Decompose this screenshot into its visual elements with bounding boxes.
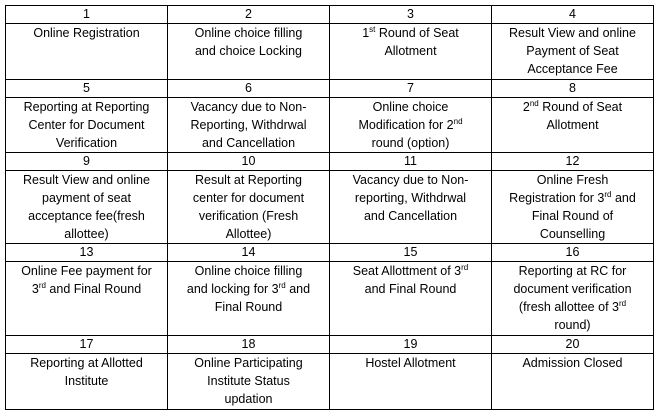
step-description-line	[171, 225, 326, 243]
step-text: Round of Seat	[538, 100, 623, 114]
step-number-row	[6, 6, 654, 24]
step-text: and choice Locking	[194, 44, 303, 58]
step-text: Online Registration	[33, 26, 140, 40]
step-number-row	[6, 153, 654, 171]
step-description-line	[9, 372, 164, 390]
step-text: Allotment	[384, 44, 437, 58]
step-text: Round of Seat	[375, 26, 459, 40]
step-description-line	[171, 390, 326, 408]
step-number-cell: 11	[330, 153, 492, 171]
ordinal-suffix: rd	[618, 299, 627, 308]
step-number-row	[6, 336, 654, 354]
step-description-line	[9, 98, 164, 116]
step-number-cell: 7	[330, 80, 492, 98]
step-description-line	[333, 354, 488, 372]
step-description-cell	[6, 171, 168, 244]
step-description-cell	[492, 24, 654, 80]
step-text: Reporting at Reporting	[23, 100, 150, 114]
step-description-cell	[492, 262, 654, 336]
step-description-line	[171, 171, 326, 189]
step-description-line	[333, 262, 488, 280]
step-description-cell	[330, 24, 492, 80]
step-text: Allottee)	[225, 227, 272, 241]
step-description-cell	[330, 354, 492, 410]
step-number-cell: 16	[492, 244, 654, 262]
step-description-line	[333, 98, 488, 116]
step-number-cell: 6	[168, 80, 330, 98]
schedule-table	[5, 5, 654, 410]
step-text: Result View and online	[509, 26, 636, 40]
step-text: 2	[522, 100, 530, 114]
step-description-line	[495, 60, 650, 78]
step-text: Reporting, Withdrwal	[190, 118, 307, 132]
schedule-table-body	[6, 6, 654, 410]
step-text: Online choice filling	[194, 26, 303, 40]
step-description-row	[6, 262, 654, 336]
step-text: Vacancy due to Non-	[352, 173, 469, 187]
step-text: Hostel Allotment	[365, 356, 456, 370]
step-number-cell: 19	[330, 336, 492, 354]
step-text: Verification	[55, 136, 118, 150]
step-text: and Cancellation	[363, 209, 458, 223]
ordinal-suffix: nd	[529, 99, 539, 108]
step-text: Online choice filling	[194, 264, 303, 278]
step-description-cell	[330, 171, 492, 244]
step-text: updation	[224, 392, 273, 406]
step-description-cell	[168, 354, 330, 410]
step-description-line	[9, 189, 164, 207]
step-description-line	[333, 134, 488, 152]
step-text: Center for Document	[28, 118, 145, 132]
step-text: center for document	[192, 191, 305, 205]
step-description-cell	[330, 262, 492, 336]
step-text: 1	[362, 26, 370, 40]
step-text: verification (Fresh	[198, 209, 299, 223]
step-text: and	[285, 282, 311, 296]
step-description-line	[171, 207, 326, 225]
step-description-line	[495, 171, 650, 189]
step-description-line	[171, 134, 326, 152]
schedule-table-wrapper	[5, 5, 653, 410]
step-text: document verification	[513, 282, 632, 296]
step-text: Acceptance Fee	[527, 62, 618, 76]
step-number-cell: 9	[6, 153, 168, 171]
step-text: Result View and online	[23, 173, 150, 187]
step-text: allottee)	[64, 227, 109, 241]
step-number-cell: 5	[6, 80, 168, 98]
step-description-line	[495, 316, 650, 334]
step-description-line	[333, 42, 488, 60]
ordinal-suffix: rd	[278, 281, 286, 290]
step-number-row	[6, 80, 654, 98]
ordinal-suffix: rd	[604, 190, 612, 199]
step-description-line	[9, 116, 164, 134]
step-description-line	[171, 98, 326, 116]
step-text: and locking for 3	[186, 282, 279, 296]
step-text: Reporting at Allotted	[30, 356, 143, 370]
step-description-row	[6, 171, 654, 244]
step-text: and Final Round	[364, 282, 457, 296]
step-description-line	[495, 24, 650, 42]
step-text: and Cancellation	[201, 136, 296, 150]
step-description-line	[495, 207, 650, 225]
step-description-cell	[168, 98, 330, 153]
step-text: acceptance fee(fresh	[28, 209, 145, 223]
step-text: payment of seat	[42, 191, 131, 205]
step-description-line	[171, 354, 326, 372]
step-text: Vacancy due to Non-	[190, 100, 307, 114]
ordinal-suffix: rd	[38, 281, 46, 290]
step-description-cell	[6, 262, 168, 336]
step-description-cell	[168, 171, 330, 244]
step-description-line	[9, 262, 164, 280]
step-description-line	[171, 372, 326, 390]
step-description-line	[495, 262, 650, 280]
step-description-cell	[168, 24, 330, 80]
step-description-line	[495, 225, 650, 243]
step-number-cell: 1	[6, 6, 168, 24]
step-description-row	[6, 354, 654, 410]
step-description-line	[495, 354, 650, 372]
step-text: Payment of Seat	[526, 44, 619, 58]
step-description-line	[171, 298, 326, 316]
step-description-line	[495, 298, 650, 316]
step-description-line	[9, 134, 164, 152]
step-description-cell	[168, 262, 330, 336]
step-description-line	[495, 189, 650, 207]
step-text: Online choice	[372, 100, 449, 114]
step-description-line	[9, 280, 164, 298]
step-text: 3	[31, 282, 39, 296]
step-number-cell: 3	[330, 6, 492, 24]
step-description-line	[495, 42, 650, 60]
step-description-cell	[6, 24, 168, 80]
step-description-cell	[492, 98, 654, 153]
step-number-cell: 15	[330, 244, 492, 262]
step-description-line	[9, 225, 164, 243]
step-description-line	[171, 280, 326, 298]
step-text: Registration for 3	[509, 191, 605, 205]
ordinal-suffix: nd	[453, 117, 463, 126]
step-number-row	[6, 244, 654, 262]
ordinal-suffix: rd	[461, 263, 469, 272]
step-description-cell	[6, 98, 168, 153]
step-description-line	[333, 207, 488, 225]
step-text: Online Fresh	[536, 173, 609, 187]
step-description-line	[333, 171, 488, 189]
step-text: Result at Reporting	[194, 173, 302, 187]
step-description-line	[495, 280, 650, 298]
step-description-line	[9, 171, 164, 189]
step-text: Reporting at RC for	[518, 264, 627, 278]
step-number-cell: 10	[168, 153, 330, 171]
step-description-line	[171, 24, 326, 42]
step-description-line	[333, 280, 488, 298]
step-description-cell	[6, 354, 168, 410]
step-description-row	[6, 24, 654, 80]
step-description-line	[9, 354, 164, 372]
step-number-cell: 14	[168, 244, 330, 262]
step-text: round)	[554, 318, 591, 332]
step-number-cell: 2	[168, 6, 330, 24]
step-text: Online Fee payment for	[21, 264, 152, 278]
step-text: Online Participating	[194, 356, 303, 370]
step-description-cell	[492, 171, 654, 244]
step-description-line	[9, 207, 164, 225]
step-description-line	[9, 24, 164, 42]
step-text: Allotment	[546, 118, 599, 132]
step-text: Admission Closed	[522, 356, 623, 370]
step-number-cell: 20	[492, 336, 654, 354]
step-number-cell: 4	[492, 6, 654, 24]
step-number-cell: 18	[168, 336, 330, 354]
step-description-line	[333, 116, 488, 134]
step-text: Institute Status	[207, 374, 290, 388]
step-description-line	[333, 24, 488, 42]
step-description-line	[171, 189, 326, 207]
step-description-line	[333, 189, 488, 207]
step-text: Final Round of	[531, 209, 614, 223]
ordinal-suffix: st	[369, 25, 376, 34]
step-text: Seat Allottment of 3	[352, 264, 462, 278]
step-number-cell: 12	[492, 153, 654, 171]
step-text: (fresh allottee of 3	[518, 300, 619, 314]
step-description-line	[495, 98, 650, 116]
step-text: round (option)	[371, 136, 450, 150]
step-text: Final Round	[214, 300, 283, 314]
step-number-cell: 17	[6, 336, 168, 354]
step-number-cell: 8	[492, 80, 654, 98]
step-description-line	[171, 262, 326, 280]
step-text: and	[611, 191, 636, 205]
step-description-line	[171, 116, 326, 134]
step-description-cell	[330, 98, 492, 153]
step-description-row	[6, 98, 654, 153]
step-text: and Final Round	[45, 282, 142, 296]
step-description-cell	[492, 354, 654, 410]
step-description-line	[495, 116, 650, 134]
step-text: Counselling	[539, 227, 606, 241]
step-text: reporting, Withdrwal	[354, 191, 467, 205]
step-text: Modification for 2	[358, 118, 454, 132]
step-number-cell: 13	[6, 244, 168, 262]
step-description-line	[171, 42, 326, 60]
step-text: Institute	[64, 374, 109, 388]
